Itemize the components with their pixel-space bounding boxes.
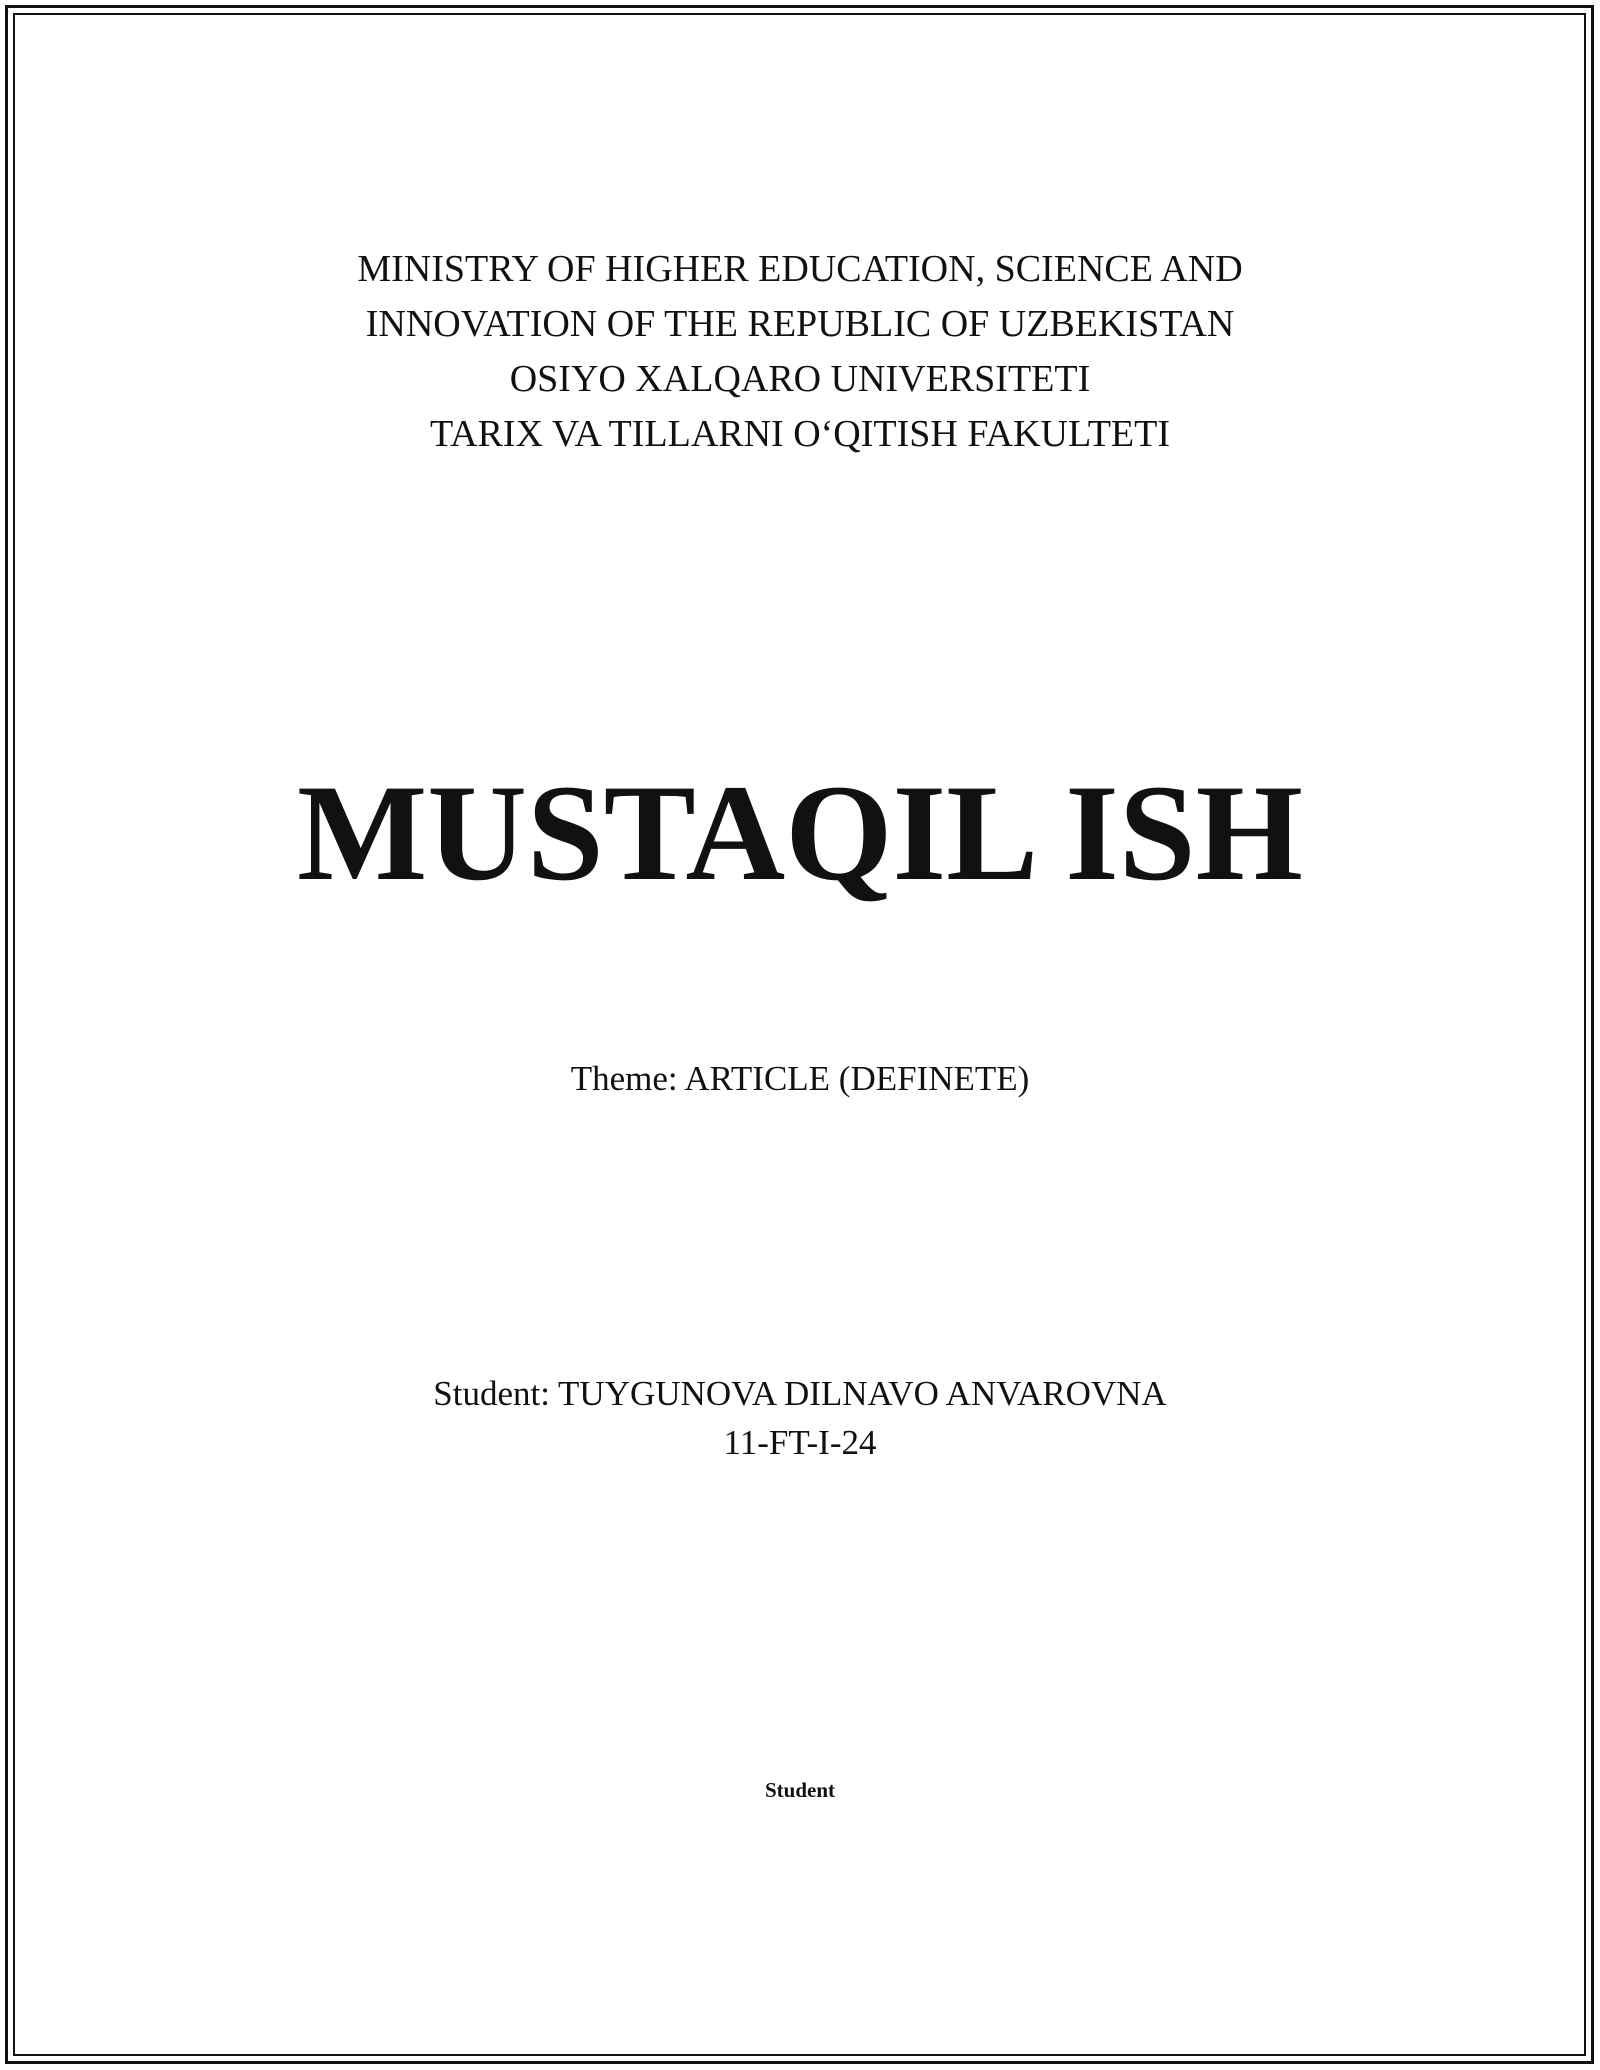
student-info xyxy=(0,1369,1600,1467)
header-line-republic: INNOVATION OF THE REPUBLIC OF UZBEKISTAN xyxy=(365,303,1235,345)
document-title: MUSTAQIL ISH xyxy=(297,756,1303,909)
header-line-ministry: MINISTRY OF HIGHER EDUCATION, SCIENCE AND xyxy=(357,248,1243,290)
student-group: 11-FT-I-24 xyxy=(723,1423,877,1462)
header-line-faculty: TARIX VA TILLARNI O‘QITISH FAKULTETI xyxy=(429,413,1171,455)
footer-student-label: Student xyxy=(764,1778,836,1802)
student-name: Student: TUYGUNOVA DILNAVO ANVAROVNA xyxy=(433,1374,1167,1413)
header-line-university: OSIYO XALQARO UNIVERSITETI xyxy=(509,358,1091,400)
institution-header xyxy=(0,242,1600,462)
theme-line: Theme: ARTICLE (DEFINETE) xyxy=(570,1059,1030,1098)
